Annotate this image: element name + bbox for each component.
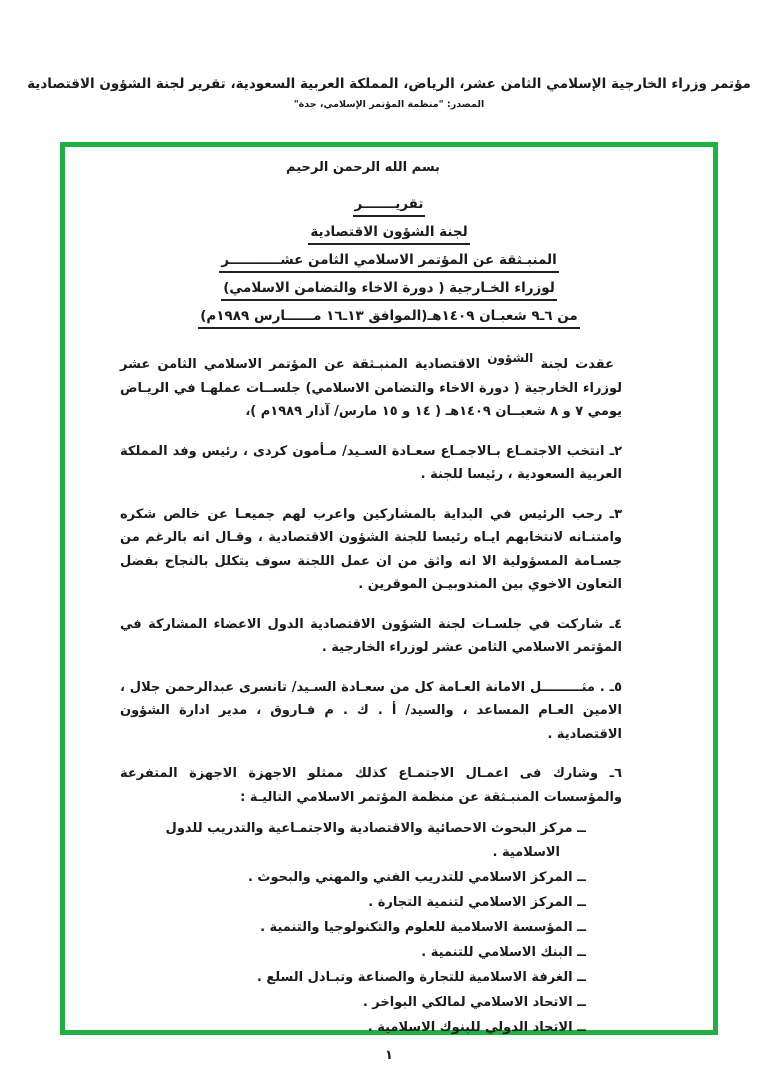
scanned-report-content xyxy=(65,160,713,1043)
org-item xyxy=(120,866,586,890)
org-item xyxy=(120,941,586,965)
dash-bullet: ــ xyxy=(577,945,586,960)
report-title-line-5: من ٦ـ٩ شعبـان ١٤٠٩هـ(الموافق ١٣ـ١٦ مــــــارس ١٩٨٩م) xyxy=(179,306,599,329)
paragraph-1 xyxy=(120,353,622,424)
report-title-line-3: المنبـثقة عن المؤتمر الاسلامي الثامن عشـــــــــــر xyxy=(179,250,599,273)
document-caption: مؤتمر وزراء الخارجية الإسلامي الثامن عشر، الرياض، المملكة العربية السعودية، تقرير لجنة الشؤون الاقتصادية xyxy=(27,76,751,92)
document-source: المصدر: "منظمة المؤتمر الإسلامي، جدة" xyxy=(293,99,485,110)
dash-bullet: ــ xyxy=(577,870,586,885)
report-title-line-1: تقريـــــــر xyxy=(179,194,599,217)
paragraph-3: ٣ـ رحب الرئيس في البداية بالمشاركين واعرب لهم جميعـا عن خالص شكره وامتنـانه لانتخابهم ايـاه رئيسا للجنة الشؤون الاقتصادية ، وقـال انه بالرغم من جسـامة المسؤولية الا انه واثق من ان عمل اللجنة سوف يتكلل بالنجاح بفضل التعاون الاخوي بين المندوبيـن الموقرين . xyxy=(120,506,622,592)
dash-bullet: ــ xyxy=(577,821,586,836)
org-item xyxy=(120,991,586,1015)
org-item xyxy=(120,817,586,865)
org-item xyxy=(120,891,586,915)
dash-bullet: ــ xyxy=(577,1020,586,1035)
org-item-label: الغرفة الاسلامية للتجارة والصناعة وتبـادل السلع . xyxy=(256,970,573,985)
scan-highlight-frame xyxy=(60,142,718,1035)
org-item xyxy=(120,916,586,940)
org-item xyxy=(120,966,586,990)
organizations-list xyxy=(120,817,586,1040)
page-number: ١ xyxy=(385,1048,393,1063)
dash-bullet: ــ xyxy=(577,995,586,1010)
paragraph-5: ٥ـ . مثـــــــــل الامانة العـامة كل من سعـادة السـيد/ تانسرى عبدالرحمن جلال ، الامين العـام المساعد ، والسيد/ أ . ك . م فـاروق ، مدير ادارة الشؤون الاقتصادية . xyxy=(120,679,622,742)
org-item-label: البنك الاسلامي للتنمية . xyxy=(421,945,573,960)
paragraph-1-rest: الاقتصادية المنبـثقة عن المؤتمر الاسلامي الثامن عشر لوزراء الخارجية ( دورة الاخاء والتضامن الاسلامي) جلســات عملهـا في الريـاض يومي ٧ و ٨ شعبــان ١٤٠٩هـ ( ١٤ و ١٥ مارس/ آذار ١٩٨٩م )، xyxy=(120,357,622,419)
paragraph-1-inserted-word: الشؤون xyxy=(487,351,534,365)
report-body xyxy=(120,353,622,1040)
org-item-label: الاتحاد الاسلامي لمالكي البواخر . xyxy=(362,995,573,1010)
report-title-line-2: لجنة الشؤون الاقتصادية xyxy=(179,222,599,245)
paragraph-1-lead: عقدت لجنة xyxy=(533,357,614,372)
org-item-label: المركز الاسلامي للتدريب الفني والمهني والبحوث . xyxy=(247,870,573,885)
org-item-label: المركز الاسلامي لتنمية التجارة . xyxy=(368,895,573,910)
paragraph-2: ٢ـ انتخب الاجتمـاع بـالاجمـاع سعـادة السـيد/ مـأمون كردى ، رئيس وفد المملكة العربية السعودية ، رئيسا للجنة . xyxy=(120,443,622,482)
org-item xyxy=(120,1016,586,1040)
document-caption-block xyxy=(0,76,778,110)
bismillah-text: بسم الله الرحمن الرحيم xyxy=(286,160,440,175)
report-title-block xyxy=(179,194,599,329)
report-title-line-4: لوزراء الخـارجية ( دورة الاخاء والتضامن الاسلامي) xyxy=(179,278,599,301)
dash-bullet: ــ xyxy=(577,895,586,910)
org-item-label: مركز البحوث الاحصائية والاقتصادية والاجتمـاعية والتدريب للدول الاسلامية . xyxy=(165,821,573,860)
paragraph-4: ٤ـ شاركت في جلسـات لجنة الشؤون الاقتصادية الدول الاعضاء المشاركة في المؤتمر الاسلامي الثامن عشر لوزراء الخارجية . xyxy=(120,616,622,655)
dash-bullet: ــ xyxy=(577,970,586,985)
paragraph-6: ٦ـ وشارك فى اعمـال الاجتمـاع كذلك ممثلو الاجهزة الاجهزة المتفرعة والمؤسسات المنبـثقة عن منظمة المؤتمر الاسلامي التاليـة : xyxy=(120,766,622,805)
dash-bullet: ــ xyxy=(577,920,586,935)
org-item-label: الاتحاد الدولي للبنوك الاسلامية . xyxy=(367,1020,573,1035)
org-item-label: المؤسسة الاسلامية للعلوم والتكنولوجيا والتنمية . xyxy=(260,920,573,935)
